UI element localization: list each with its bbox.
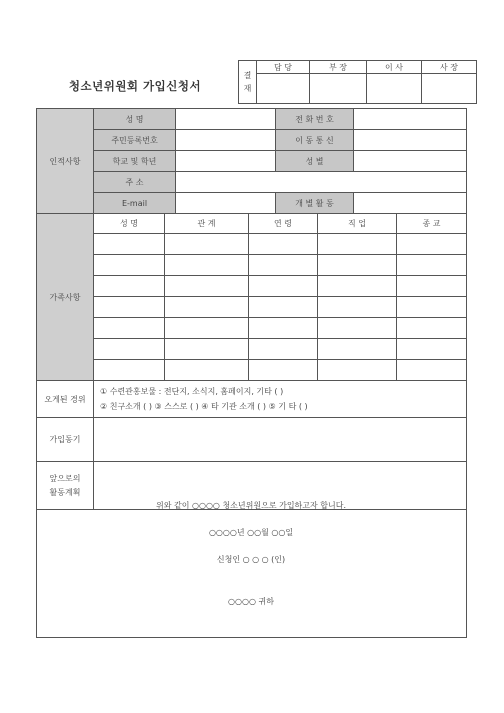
family-cell[interactable] [397, 360, 467, 381]
approval-col-board: 이 사 [367, 61, 422, 74]
statement-applicant: 신청인 ○ ○ ○ (인) [216, 555, 286, 564]
category-route: 오게된 경위 [37, 381, 94, 418]
approval-sign-manager[interactable] [257, 74, 310, 104]
family-cell[interactable] [318, 339, 397, 360]
family-cell[interactable] [165, 339, 249, 360]
approval-label-top: 결 [243, 71, 252, 80]
input-motive[interactable] [94, 418, 467, 462]
family-cell[interactable] [249, 360, 318, 381]
label-individual-activity: 개 별 활 동 [276, 193, 354, 214]
family-cell[interactable] [249, 339, 318, 360]
input-school-grade[interactable] [176, 151, 276, 172]
family-cell[interactable] [318, 360, 397, 381]
family-cell[interactable] [165, 360, 249, 381]
category-plan-line1: 앞으로의 [49, 473, 81, 483]
input-name[interactable] [176, 109, 276, 130]
family-cell[interactable] [94, 276, 165, 297]
family-header-name: 성 명 [94, 214, 165, 234]
family-cell[interactable] [249, 234, 318, 255]
approval-col-president: 사 장 [422, 61, 477, 74]
label-gender: 성 별 [276, 151, 354, 172]
family-cell[interactable] [94, 234, 165, 255]
approval-box [238, 60, 477, 104]
family-cell[interactable] [397, 318, 467, 339]
family-cell[interactable] [94, 297, 165, 318]
category-plan-line2: 활동계획 [49, 487, 81, 497]
approval-sign-director[interactable] [310, 74, 367, 104]
statement-block [36, 492, 466, 620]
family-cell[interactable] [249, 297, 318, 318]
label-mobile: 이 동 통 신 [276, 130, 354, 151]
label-school-grade: 학교 및 학년 [94, 151, 176, 172]
statement-text: 위와 같이 ○○○○ 청소년위원으로 가입하고자 합니다. [155, 501, 346, 510]
family-cell[interactable] [318, 297, 397, 318]
input-phone[interactable] [354, 109, 467, 130]
family-cell[interactable] [318, 255, 397, 276]
family-cell[interactable] [318, 234, 397, 255]
family-cell[interactable] [94, 318, 165, 339]
approval-label-bottom: 재 [243, 84, 252, 93]
input-email[interactable] [176, 193, 276, 214]
family-cell[interactable] [318, 318, 397, 339]
label-email: E-mail [94, 193, 176, 214]
family-cell[interactable] [249, 276, 318, 297]
family-cell[interactable] [94, 339, 165, 360]
approval-sign-board[interactable] [367, 74, 422, 104]
family-header-religion: 종 교 [397, 214, 467, 234]
family-cell[interactable] [165, 234, 249, 255]
label-name: 성 명 [94, 109, 176, 130]
family-cell[interactable] [397, 234, 467, 255]
family-cell[interactable] [165, 255, 249, 276]
family-cell[interactable] [397, 255, 467, 276]
route-line-2: ② 친구소개 ( ) ③ 스스로 ( ) ④ 타 기관 소개 ( ) ⑤ 기 타 ( ) [100, 402, 308, 411]
label-resident-number: 주민등록번호 [94, 130, 176, 151]
category-motive: 가입동기 [37, 418, 94, 462]
family-cell[interactable] [249, 318, 318, 339]
family-header-age: 연 령 [249, 214, 318, 234]
route-options[interactable] [94, 381, 467, 418]
family-cell[interactable] [94, 360, 165, 381]
input-address[interactable] [176, 172, 467, 193]
category-family: 가족사항 [37, 214, 94, 381]
input-gender[interactable] [354, 151, 467, 172]
statement-date: ○○○○년 ○○월 ○○일 [208, 528, 294, 537]
family-cell[interactable] [318, 276, 397, 297]
family-cell[interactable] [165, 276, 249, 297]
form-title: 청소년위원회 가입신청서 [68, 79, 202, 93]
family-cell[interactable] [249, 255, 318, 276]
approval-sign-president[interactable] [422, 74, 477, 104]
input-individual-activity[interactable] [354, 193, 467, 214]
statement-recipient: ○○○○ 귀하 [228, 597, 274, 606]
family-cell[interactable] [165, 318, 249, 339]
category-personal: 인적사항 [37, 109, 94, 214]
family-header-job: 직 업 [318, 214, 397, 234]
family-header-relation: 관 계 [165, 214, 249, 234]
family-cell[interactable] [94, 255, 165, 276]
approval-col-manager: 담 당 [257, 61, 310, 74]
approval-col-director: 부 장 [310, 61, 367, 74]
route-line-1: ① 수련관홍보물 : 전단지, 소식지, 홈페이지, 기타 ( ) [100, 387, 284, 396]
family-cell[interactable] [397, 339, 467, 360]
family-cell[interactable] [397, 297, 467, 318]
label-address: 주 소 [94, 172, 176, 193]
label-phone: 전 화 번 호 [276, 109, 354, 130]
family-cell[interactable] [165, 297, 249, 318]
input-mobile[interactable] [354, 130, 467, 151]
family-cell[interactable] [397, 276, 467, 297]
approval-label [239, 61, 257, 104]
input-resident-number[interactable] [176, 130, 276, 151]
